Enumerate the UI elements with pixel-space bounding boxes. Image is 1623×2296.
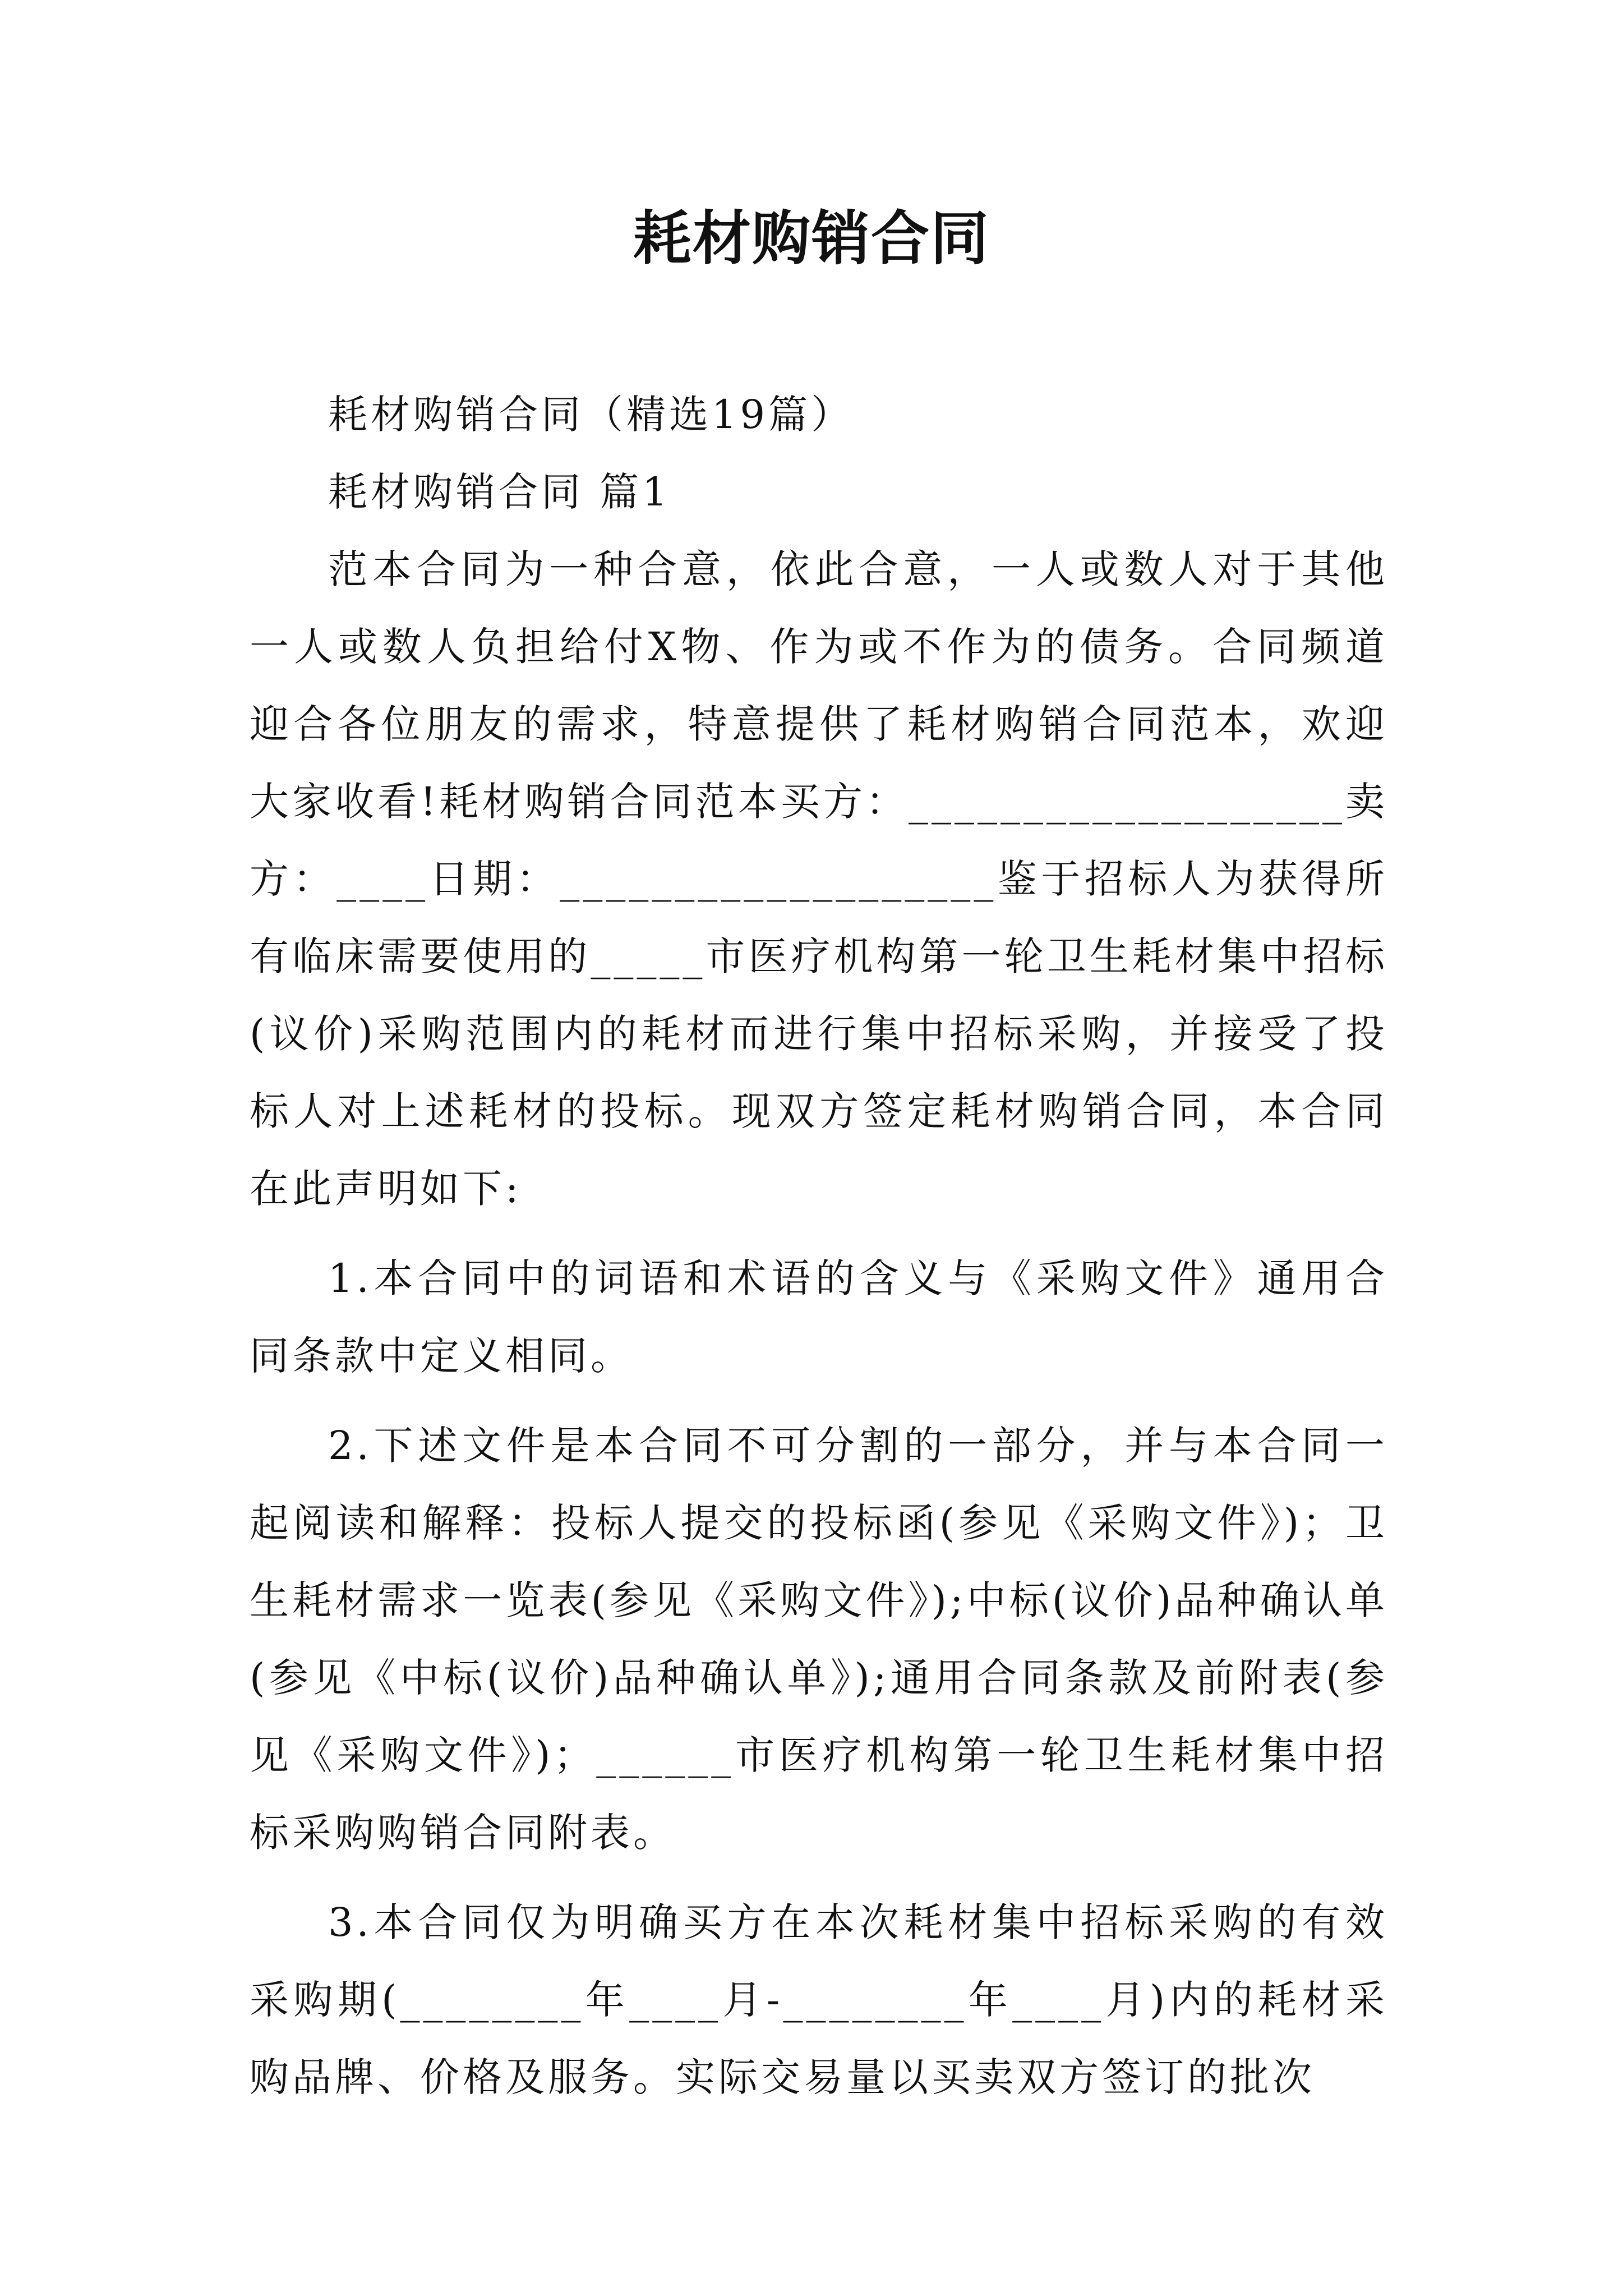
- paragraph-clause-3: 3.本合同仅为明确买方在本次耗材集中招标采购的有效采购期(________年____月-________年____月)内的耗材采购品牌、价格及服务。实际交易量以买卖双方签订的批次: [250, 1899, 1388, 2100]
- paragraph-subtitle: 耗材购销合同（精选19篇）: [328, 392, 854, 438]
- document-body: [250, 376, 1388, 2116]
- paragraph-clause-1: 1.本合同中的词语和术语的含义与《采购文件》通用合同条款中定义相同。: [250, 1255, 1388, 1379]
- paragraph-clause-2: 2.下述文件是本合同不可分割的一部分，并与本合同一起阅读和解释：投标人提交的投标函(参见《采购文件》)；卫生耗材需求一览表(参见《采购文件》);中标(议价)品种确认单(参见《中标(议价)品种确认单》);通用合同条款及前附表(参见《采购文件》)；______市医疗机构第一轮卫生耗材集中招标采购购销合同附表。: [250, 1423, 1388, 1856]
- paragraph-section-heading: 耗材购销合同 篇1: [328, 469, 671, 515]
- paragraph-intro: 范本合同为一种合意，依此合意，一人或数人对于其他一人或数人负担给付X物、作为或不作为的债务。合同频道迎合各位朋友的需求，特意提供了耗材购销合同范本，欢迎大家收看!耗材购销合同范本买方：___________________卖方：____日期：___________________鉴于招标人为获得所有临床需要使用的_____市医疗机构第一轮卫生耗材集中招标(议价)采购范围内的耗材而进行集中招标采购，并接受了投标人对上述耗材的投标。现双方签定耗材购销合同，本合同在此声明如下:: [250, 546, 1388, 1212]
- document-title: 耗材购销合同: [633, 204, 990, 273]
